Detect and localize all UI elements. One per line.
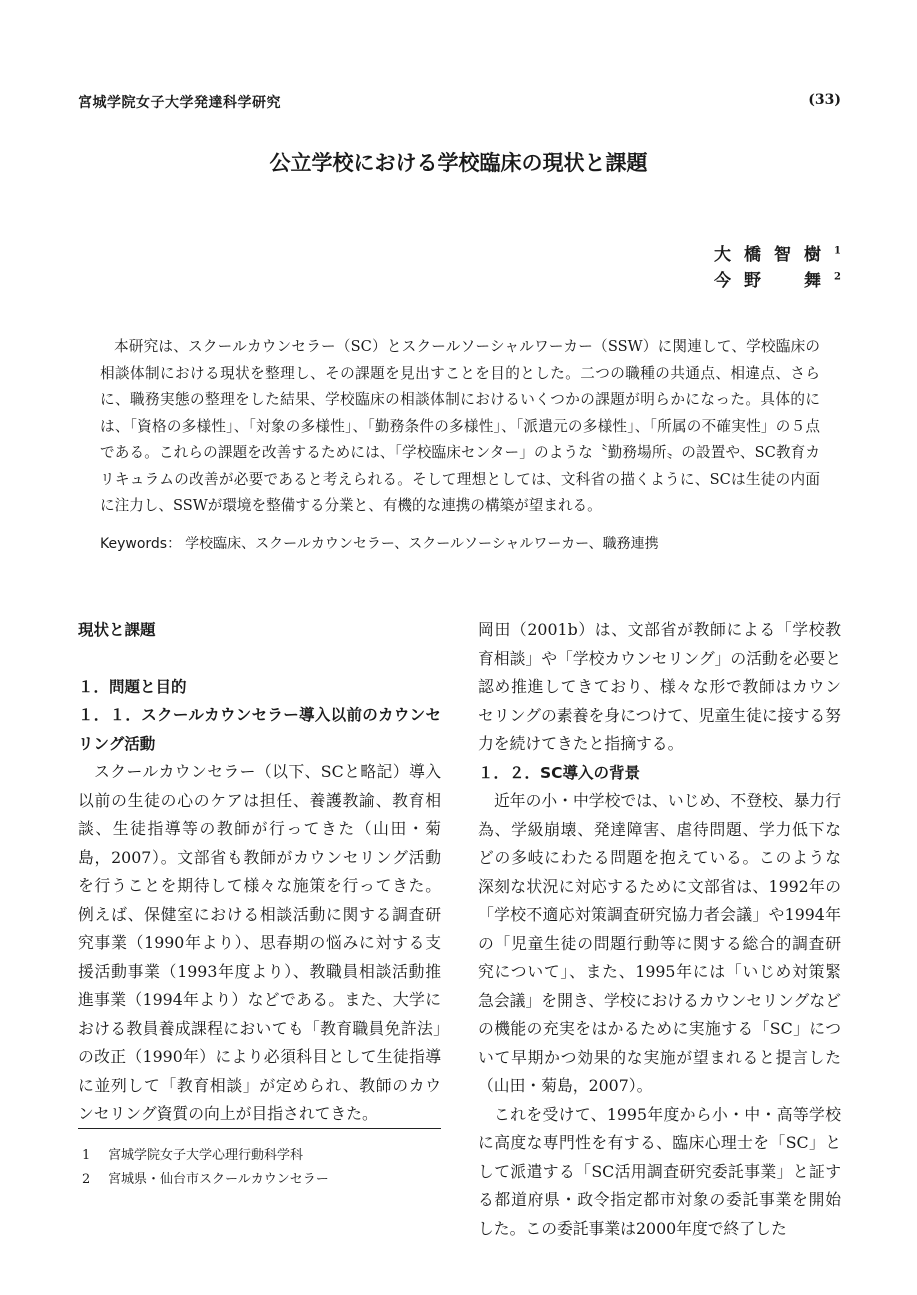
running-head-journal: 宮城学院女子大学発達科学研究 [78, 95, 281, 111]
footnote-item [82, 1144, 329, 1168]
author-2-mark: 2 [834, 271, 841, 283]
footnote-text: 宮城県・仙台市スクールカウンセラー [108, 1172, 329, 1187]
footnote-text: 宮城学院女子大学心理行動科学科 [108, 1148, 304, 1163]
body-paragraph: スクールカウンセラー（以下、SCと略記）導入以前の生徒の心のケアは担任、養護教諭、教育相談、生徒指導等の教師が行ってきた（山田・菊島，2007）。文部省も教師がカウンセリング活動を行うことを期待して様々な施策を行ってきた。例えば、保健室における相談活動に関する調査研究事業（1990年より）、思春期の悩みに対する支援活動事業（1993年度より）、教職員相談活動推進事業（1994年より）などである。また、大学における教員養成課程においても「教育職員免許法」の改正（1990年）により必須科目として生徒指導に並列して「教育相談」が定められ、教師のカウンセリング資質の向上が目指されてきた。 [78, 762, 441, 1123]
page-number: (33) [808, 92, 841, 108]
keywords-label: Keywords： [100, 536, 182, 552]
author-1-mark: 1 [834, 245, 841, 257]
footnote-number: 1 [82, 1148, 91, 1163]
body-paragraph: これを受けて、1995年度から小・中・高等学校に高度な専門性を有する、臨床心理士を「SC」として派遣する「SC活用調査研究委託事業」と証する都道府県・政令指定都市対象の委託事業を開始した。この委託事業は2000年度で終了した [478, 1104, 841, 1238]
footnotes [82, 1144, 329, 1192]
abstract: 本研究は、スクールカウンセラー（SC）とスクールソーシャルワーカー（SSW）に関連して、学校臨床の相談体制における現状を整理し、その課題を見出すことを目的とした。二つの職種の共通点、相違点、さらに、職務実態の整理をした結果、学校臨床の相談体制におけるいくつかの課題が明らかになった。具体的には、「資格の多様性」、「対象の多様性」、「勤務条件の多様性」、「派遣元の多様性」、「所属の不確実性」の５点である。これらの課題を改善するためには、「学校臨床センター」のような〝勤務場所〟の設置や、SC教育カリキュラムの改善が必要であると考えられる。そして理想としては、文科省の描くように、SCは生徒の内面に注力し、SSWが環境を整備する分業と、有機的な連携の構築が望まれる。 [100, 338, 820, 514]
author-1 [714, 240, 841, 265]
author-1-name: 大橋智樹 [714, 245, 835, 265]
author-2 [714, 266, 841, 291]
author-2-name: 今野 舞 [714, 271, 835, 291]
keywords-text: 学校臨床、スクールカウンセラー、スクールソーシャルワーカー、職務連携 [185, 536, 659, 552]
footnote-rule [78, 1128, 441, 1129]
section-heading: 現状と課題 [78, 621, 156, 639]
left-column [78, 616, 441, 1129]
footnote-item [82, 1168, 329, 1192]
heading-1-1: １．１．スクールカウンセラー導入以前のカウンセリング活動 [78, 706, 441, 753]
heading-1-2: １．２．SC導入の背景 [478, 763, 641, 782]
right-column [478, 616, 841, 1243]
body-paragraph: 岡田（2001b）は、文部省が教師による「学校教育相談」や「学校カウンセリング」の活動を必要と認め推進してきており、様々な形で教師はカウンセリングの素養を身につけて、児童生徒に接する努力を続けてきたと指摘する。 [478, 620, 842, 753]
spacer [78, 645, 441, 673]
keywords [100, 533, 659, 553]
body-paragraph: 近年の小・中学校では、いじめ、不登校、暴力行為、学級崩壊、発達障害、虐待問題、学力低下などの多岐にわたる問題を抱えている。このような深刻な状況に対応するために文部省は、1992年の「学校不適応対策調査研究協力者会議」や1994年の「児童生徒の問題行動等に関する総合的調査研究について」、また、1995年には「いじめ対策緊急会議」を開き、学校におけるカウンセリングなどの機能の充実をはかるために実施する「SC」について早期かつ効果的な実施が望まれると提言した（山田・菊島，2007）。 [478, 791, 841, 1095]
heading-1: １．問題と目的 [78, 677, 187, 696]
paper-title: 公立学校における学校臨床の現状と課題 [269, 150, 648, 175]
footnote-number: 2 [82, 1172, 91, 1187]
